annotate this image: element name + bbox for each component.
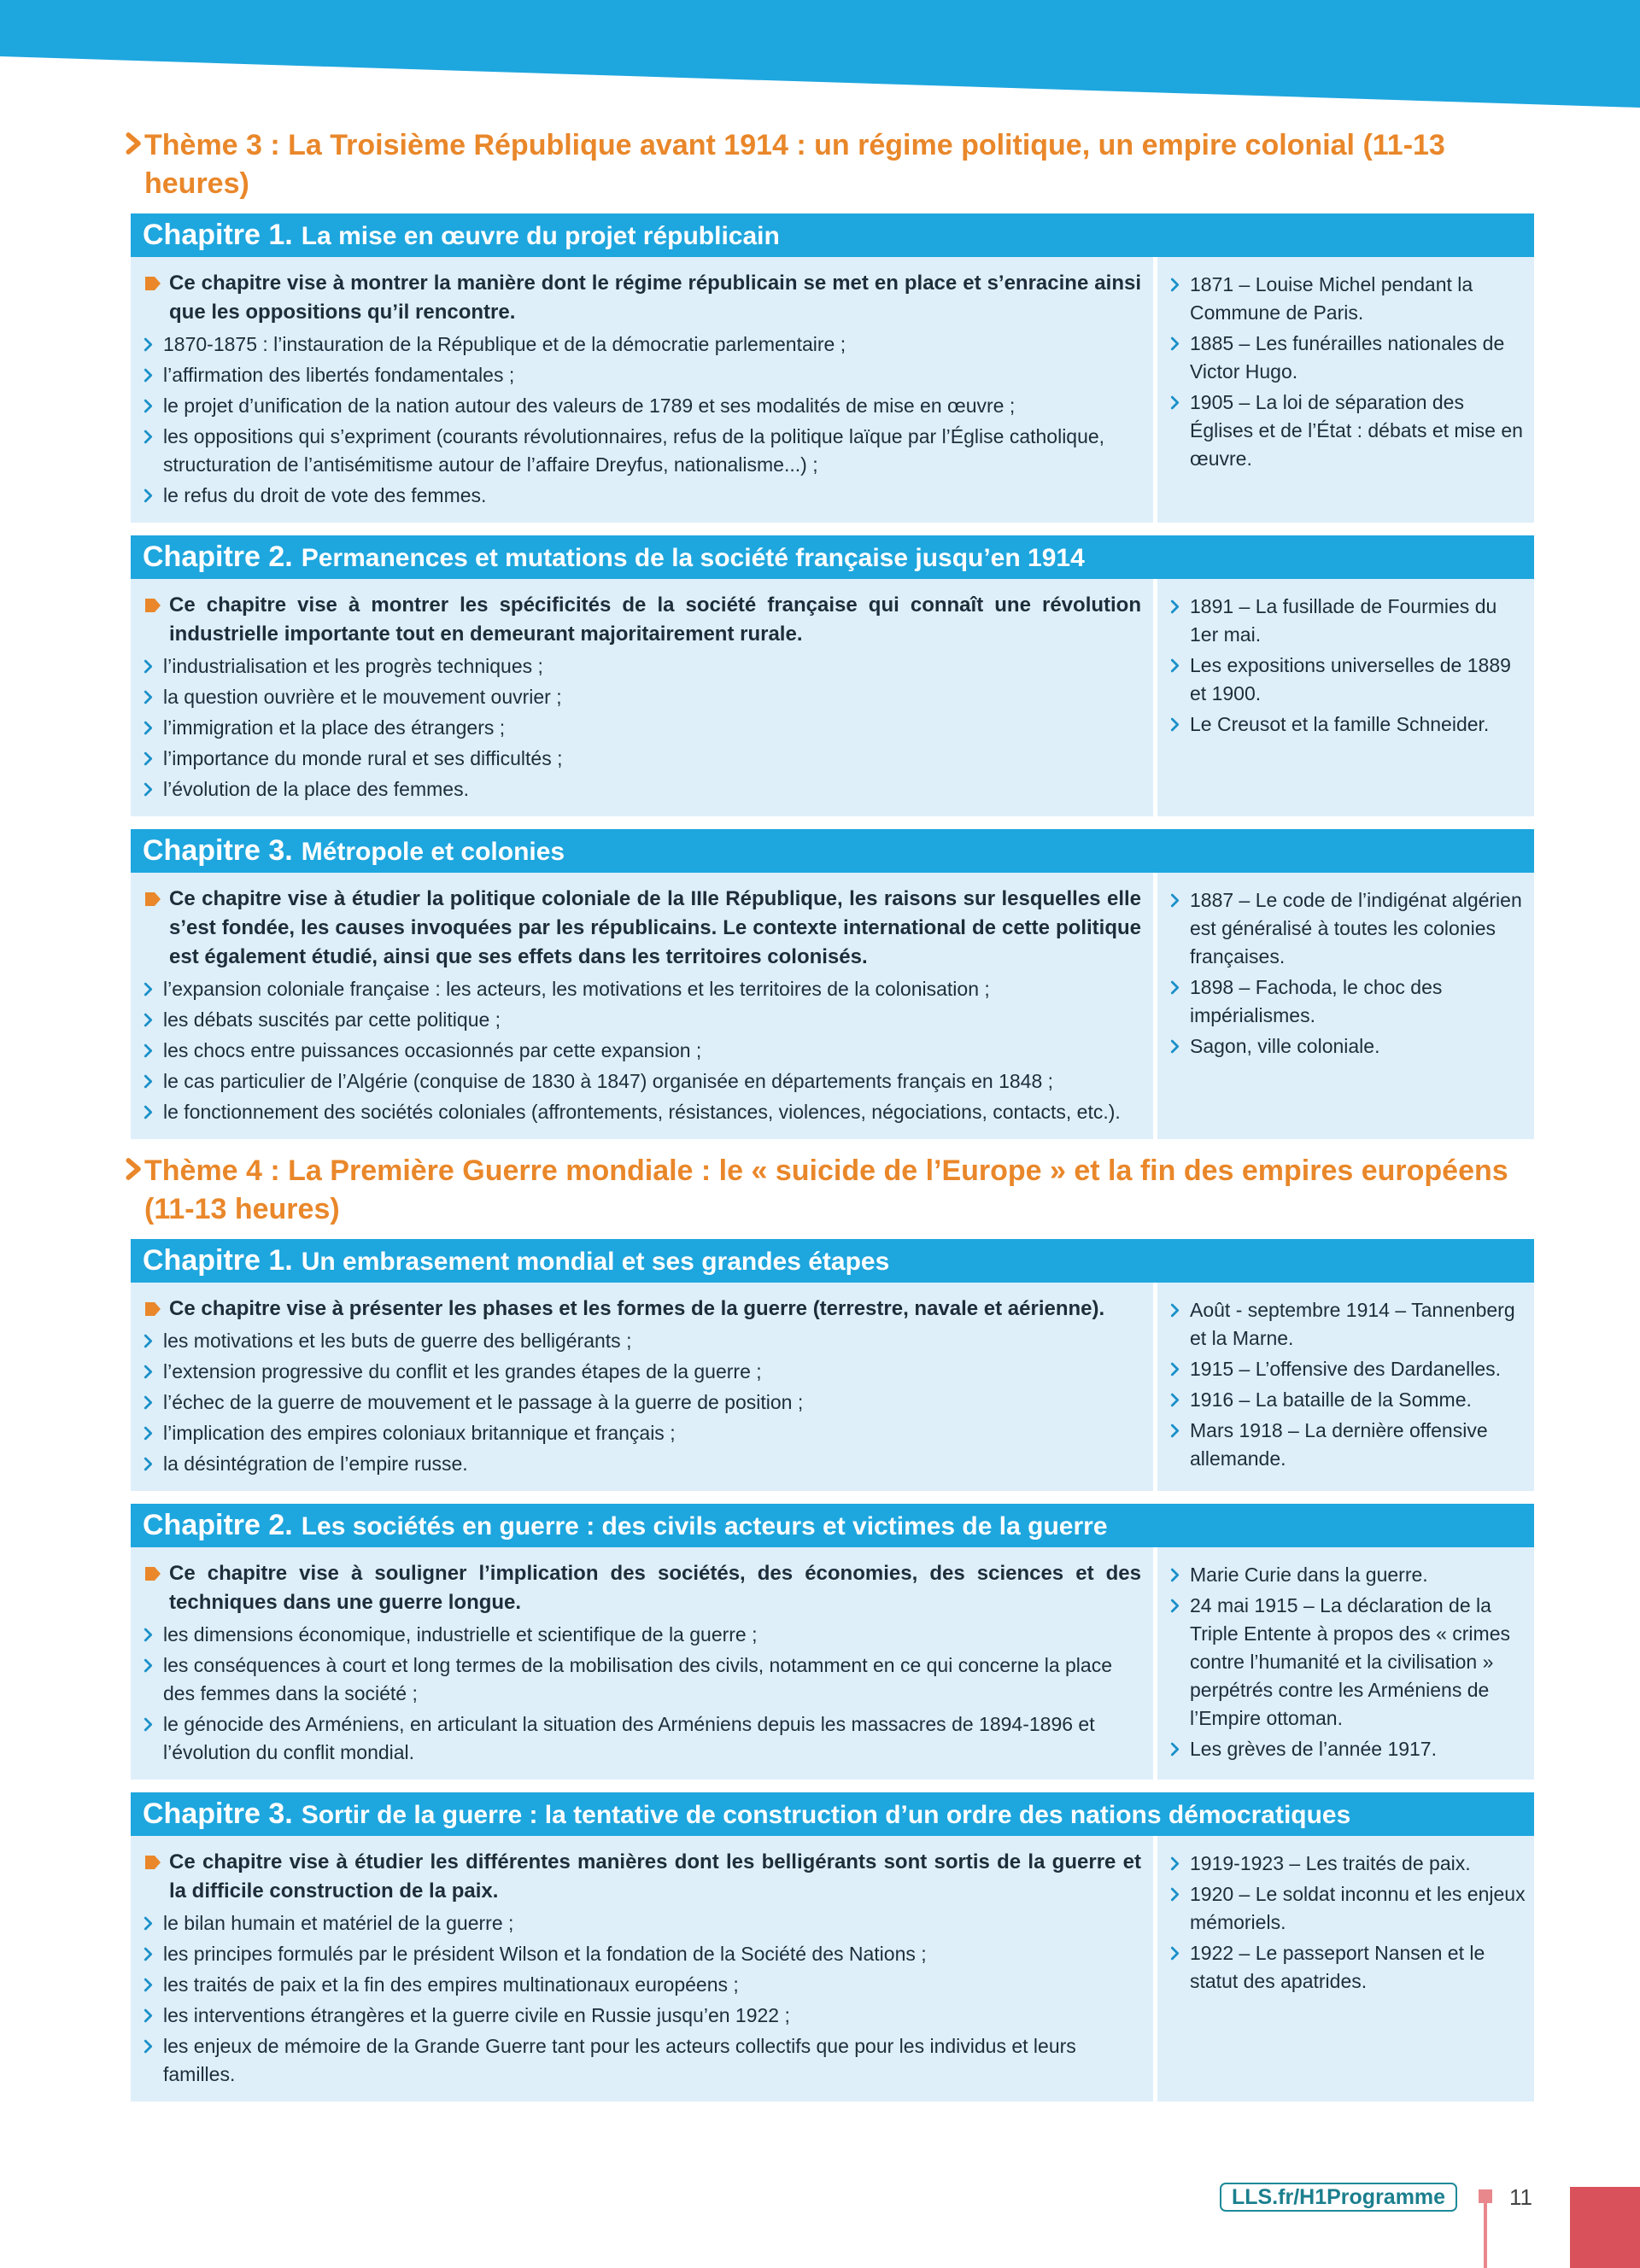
- bullet-chevron-icon: [144, 1105, 153, 1119]
- key-date-item: [1170, 1296, 1526, 1353]
- top-blue-band: [0, 0, 1640, 111]
- chapter-title: Métropole et colonies: [301, 838, 565, 866]
- chapter-intro: [144, 269, 1141, 327]
- intro-marker-icon: [145, 1566, 161, 1581]
- key-dates-list: [1170, 1296, 1526, 1473]
- chapter-intro-text: Ce chapitre vise à montrer la manière dont le régime républicain se met en place et s’enracine ainsi que les oppositions qu’il rencontre.: [169, 272, 1141, 324]
- bullet-chevron-icon: [144, 659, 153, 674]
- key-date-text: 1871 – Louise Michel pendant la Commune de Paris.: [1190, 273, 1473, 324]
- bullet-chevron-icon: [1170, 1946, 1180, 1961]
- key-date-text: Mars 1918 – La dernière offensive allemande.: [1190, 1419, 1488, 1470]
- key-date-text: 1885 – Les funérailles nationales de Victor Hugo.: [1190, 332, 1505, 383]
- chapter-title: Permanences et mutations de la société française jusqu’en 1914: [301, 544, 1085, 572]
- key-date-text: Le Creusot et la famille Schneider.: [1190, 713, 1490, 735]
- chapter-intro: [144, 591, 1141, 649]
- key-date-item: [1170, 973, 1526, 1030]
- chapter-point: [144, 2032, 1141, 2089]
- theme-heading: [131, 126, 1534, 203]
- bullet-chevron-icon: [144, 1426, 153, 1441]
- intro-marker-icon: [145, 1301, 161, 1317]
- key-date-item: [1170, 1735, 1526, 1763]
- chapter-point: [144, 1621, 1141, 1649]
- chapter-point-text: les dimensions économique, industrielle et scientifique de la guerre ;: [163, 1623, 758, 1645]
- bullet-chevron-icon: [144, 690, 153, 704]
- intro-marker-icon: [145, 598, 161, 613]
- key-date-text: Les expositions universelles de 1889 et 1900.: [1190, 654, 1511, 704]
- chapter-point-text: la désintégration de l’empire russe.: [163, 1453, 468, 1475]
- chapter-intro-text: Ce chapitre vise à montrer les spécificités de la société française qui connaît une révolution industrielle importante tout en demeurant majoritairement rurale.: [169, 593, 1141, 646]
- key-date-item: [1170, 652, 1526, 708]
- chapter-points-list: [144, 1327, 1141, 1478]
- program-content: [131, 121, 1534, 2114]
- bullet-chevron-icon: [144, 399, 153, 413]
- chapter-number: Chapitre 3.: [143, 834, 293, 867]
- bullet-chevron-icon: [1170, 336, 1180, 351]
- chapter-intro: [144, 885, 1141, 972]
- key-date-text: 1898 – Fachoda, le choc des impérialismes.: [1190, 976, 1443, 1026]
- chapter-point: [144, 361, 1141, 389]
- bullet-chevron-icon: [144, 721, 153, 735]
- chapter-point-text: les traités de paix et la fin des empires multinationaux européens ;: [163, 1973, 739, 1996]
- chapter-number: Chapitre 2.: [143, 541, 293, 573]
- bullet-chevron-icon: [1170, 1856, 1180, 1871]
- intro-marker-icon: [145, 1855, 161, 1870]
- chapter-body: [131, 873, 1534, 1139]
- chapter-point-text: les oppositions qui s’expriment (courants révolutionnaires, refus de la politique laïque par l’Église catholique, structuration de l’antisémitisme autour de l’affaire Dreyfus, nationalisme...) ;: [163, 425, 1105, 476]
- chapter-points-list: [144, 1909, 1141, 2089]
- chapter-side-column: [1157, 1836, 1534, 2101]
- chapter-intro-text: Ce chapitre vise à étudier les différentes manières dont les belligérants sont sortis de la guerre et la difficile construction de la paix.: [169, 1850, 1141, 1903]
- chapter-point-text: l’expansion coloniale française : les acteurs, les motivations et les territoires de la colonisation ;: [163, 978, 990, 1000]
- chapter-title: Les sociétés en guerre : des civils acteurs et victimes de la guerre: [301, 1512, 1108, 1540]
- bullet-chevron-icon: [144, 2039, 153, 2054]
- bullet-chevron-icon: [1170, 893, 1180, 908]
- chapter-block: [131, 1792, 1534, 2101]
- bullet-chevron-icon: [144, 1628, 153, 1642]
- bullet-chevron-icon: [1170, 395, 1180, 410]
- program-link[interactable]: LLS.fr/H1Programme: [1220, 2183, 1457, 2212]
- key-date-text: 1922 – Le passeport Nansen et le statut des apatrides.: [1190, 1942, 1485, 1992]
- chapter-point: [144, 1971, 1141, 1999]
- chapter-point-text: le refus du droit de vote des femmes.: [163, 484, 487, 506]
- key-date-text: 1916 – La bataille de la Somme.: [1190, 1388, 1472, 1411]
- bullet-chevron-icon: [144, 488, 153, 503]
- theme-title: Thème 3 : La Troisième République avant 1914 : un régime politique, un empire colonial (11-13 heures): [144, 129, 1445, 200]
- bullet-chevron-icon: [144, 982, 153, 997]
- key-date-text: 1919-1923 – Les traités de paix.: [1190, 1852, 1471, 1874]
- bullet-chevron-icon: [144, 1395, 153, 1410]
- bullet-chevron-icon: [144, 368, 153, 383]
- bullet-chevron-icon: [144, 1334, 153, 1348]
- chapter-header: [131, 535, 1534, 579]
- theme-chevron-icon: [124, 126, 144, 161]
- bullet-chevron-icon: [1170, 980, 1180, 995]
- chapter-block: [131, 1239, 1534, 1491]
- chapter-point: [144, 1940, 1141, 1968]
- key-date-item: [1170, 593, 1526, 649]
- chapter-point-text: le projet d’unification de la nation autour des valeurs de 1789 et ses modalités de mise en œuvre ;: [163, 395, 1016, 417]
- footer-divider: [1484, 2193, 1487, 2268]
- chapter-point-text: l’immigration et la place des étrangers ;: [163, 716, 506, 739]
- chapter-side-column: [1157, 257, 1534, 523]
- chapter-point-text: le génocide des Arméniens, en articulant la situation des Arméniens depuis les massacres de 1894-1896 et l’évolution du conflit mondial.: [163, 1713, 1095, 1763]
- intro-marker-icon: [145, 276, 161, 291]
- key-date-item: [1170, 271, 1526, 327]
- chapter-main-column: [131, 579, 1153, 816]
- chapter-points-list: [144, 652, 1141, 804]
- key-date-item: [1170, 1417, 1526, 1473]
- chapter-point: [144, 482, 1141, 510]
- bullet-chevron-icon: [144, 1947, 153, 1961]
- chapter-point: [144, 330, 1141, 359]
- theme-chevron-icon: [124, 1152, 144, 1186]
- key-date-text: 24 mai 1915 – La déclaration de la Triple Entente à propos des « crimes contre l’humanité et la civilisation » perpétrés contre les Arméniens de l’Empire ottoman.: [1190, 1594, 1510, 1729]
- key-date-item: [1170, 1032, 1526, 1061]
- chapter-side-column: [1157, 1547, 1534, 1780]
- chapter-number: Chapitre 3.: [143, 1797, 293, 1830]
- chapter-intro-text: Ce chapitre vise à souligner l’implication des sociétés, des économies, des sciences et des techniques dans une guerre longue.: [169, 1562, 1141, 1614]
- chapter-point: [144, 683, 1141, 711]
- chapter-body: [131, 1283, 1534, 1491]
- chapter-side-column: [1157, 1283, 1534, 1491]
- chapter-body: [131, 257, 1534, 523]
- key-date-text: Les grèves de l’année 1917.: [1190, 1738, 1437, 1760]
- chapter-number: Chapitre 1.: [143, 1244, 293, 1277]
- bullet-chevron-icon: [1170, 1039, 1180, 1054]
- key-date-text: 1915 – L’offensive des Dardanelles.: [1190, 1358, 1502, 1380]
- bullet-chevron-icon: [144, 1043, 153, 1058]
- chapter-point: [144, 775, 1141, 804]
- chapter-point: [144, 1651, 1141, 1708]
- chapter-point-text: 1870-1875 : l’instauration de la République et de la démocratie parlementaire ;: [163, 333, 846, 355]
- chapter-block: [131, 1504, 1534, 1780]
- chapter-point: [144, 1419, 1141, 1447]
- chapter-points-list: [144, 1621, 1141, 1767]
- chapter-point-text: l’échec de la guerre de mouvement et le passage à la guerre de position ;: [163, 1391, 804, 1413]
- chapter-point: [144, 1358, 1141, 1386]
- key-date-item: [1170, 1561, 1526, 1589]
- bullet-chevron-icon: [1170, 1887, 1180, 1902]
- chapter-point: [144, 1006, 1141, 1034]
- bullet-chevron-icon: [144, 751, 153, 766]
- chapter-point-text: les enjeux de mémoire de la Grande Guerre tant pour les acteurs collectifs que pour les individus et leurs familles.: [163, 2035, 1076, 2085]
- key-date-text: Marie Curie dans la guerre.: [1190, 1564, 1428, 1586]
- key-date-item: [1170, 389, 1526, 473]
- chapter-block: [131, 829, 1534, 1139]
- bullet-chevron-icon: [144, 1074, 153, 1089]
- chapter-header: [131, 1504, 1534, 1547]
- key-date-text: Août - septembre 1914 – Tannenberg et la Marne.: [1190, 1299, 1515, 1349]
- intro-marker-icon: [145, 891, 161, 907]
- chapter-intro: [144, 1848, 1141, 1906]
- key-dates-list: [1170, 271, 1526, 473]
- key-date-item: [1170, 1592, 1526, 1733]
- chapter-point: [144, 1067, 1141, 1096]
- chapter-main-column: [131, 257, 1153, 523]
- chapter-point: [144, 745, 1141, 773]
- bullet-chevron-icon: [144, 782, 153, 797]
- bullet-chevron-icon: [144, 1978, 153, 1992]
- chapter-point-text: le fonctionnement des sociétés coloniales (affrontements, résistances, violences, négociations, contacts, etc.).: [163, 1101, 1121, 1123]
- key-dates-list: [1170, 1561, 1526, 1763]
- chapter-main-column: [131, 1283, 1153, 1491]
- bullet-chevron-icon: [1170, 1303, 1180, 1318]
- chapter-main-column: [131, 1836, 1153, 2101]
- bullet-chevron-icon: [144, 430, 153, 444]
- chapter-body: [131, 579, 1534, 816]
- key-date-item: [1170, 886, 1526, 971]
- chapter-number: Chapitre 2.: [143, 1509, 293, 1541]
- chapter-main-column: [131, 1547, 1153, 1780]
- key-date-item: [1170, 330, 1526, 386]
- bullet-chevron-icon: [144, 1658, 153, 1673]
- bullet-chevron-icon: [144, 1457, 153, 1471]
- chapter-point: [144, 1388, 1141, 1417]
- bullet-chevron-icon: [144, 2008, 153, 2023]
- bullet-chevron-icon: [144, 1365, 153, 1379]
- key-date-item: [1170, 1355, 1526, 1383]
- chapter-body: [131, 1836, 1534, 2101]
- bullet-chevron-icon: [1170, 1742, 1180, 1757]
- chapter-point: [144, 714, 1141, 742]
- chapter-point-text: la question ouvrière et le mouvement ouvrier ;: [163, 686, 562, 708]
- bullet-chevron-icon: [1170, 1423, 1180, 1438]
- chapter-points-list: [144, 975, 1141, 1126]
- chapter-point-text: les interventions étrangères et la guerre civile en Russie jusqu’en 1922 ;: [163, 2004, 790, 2026]
- theme-heading: [131, 1152, 1534, 1229]
- chapter-block: [131, 213, 1534, 523]
- chapter-point-text: les conséquences à court et long termes de la mobilisation des civils, notamment en ce qui concerne la place des femmes dans la société ;: [163, 1654, 1112, 1704]
- bullet-chevron-icon: [1170, 1362, 1180, 1377]
- chapter-point: [144, 1327, 1141, 1355]
- key-dates-list: [1170, 886, 1526, 1061]
- footer-square-marker: [1479, 2189, 1492, 2203]
- chapter-point: [144, 1037, 1141, 1065]
- chapter-point-text: l’extension progressive du conflit et les grandes étapes de la guerre ;: [163, 1360, 762, 1382]
- key-date-item: [1170, 1850, 1526, 1878]
- chapter-header: [131, 1239, 1534, 1283]
- chapter-point: [144, 392, 1141, 420]
- chapter-point-text: le bilan humain et matériel de la guerre ;: [163, 1912, 514, 1934]
- chapter-intro-text: Ce chapitre vise à étudier la politique coloniale de la IIIe République, les raisons sur lesquelles elle s’est fondée, les causes invoquées par les républicains. Le contexte international de cette politique est également étudié, ainsi que ses effets dans les territoires colonisés.: [169, 887, 1141, 968]
- chapter-point: [144, 1710, 1141, 1767]
- key-date-item: [1170, 1386, 1526, 1414]
- bullet-chevron-icon: [1170, 1599, 1180, 1613]
- chapter-point: [144, 1450, 1141, 1478]
- key-date-text: 1905 – La loi de séparation des Églises et de l’État : débats et mise en œuvre.: [1190, 391, 1523, 470]
- chapter-header: [131, 829, 1534, 873]
- chapter-point-text: le cas particulier de l’Algérie (conquise de 1830 à 1847) organisée en départements français en 1848 ;: [163, 1070, 1054, 1092]
- key-dates-list: [1170, 1850, 1526, 1996]
- chapter-point-text: les débats suscités par cette politique ;: [163, 1008, 501, 1031]
- bullet-chevron-icon: [1170, 1393, 1180, 1407]
- bullet-chevron-icon: [144, 1013, 153, 1027]
- chapter-header: [131, 1792, 1534, 1836]
- page-number: 11: [1509, 2184, 1532, 2210]
- chapter-point-text: les principes formulés par le président Wilson et la fondation de la Société des Nations ;: [163, 1943, 927, 1965]
- key-date-text: 1891 – La fusillade de Fourmies du 1er mai.: [1190, 595, 1497, 646]
- key-date-text: 1920 – Le soldat inconnu et les enjeux mémoriels.: [1190, 1883, 1526, 1933]
- chapter-points-list: [144, 330, 1141, 510]
- key-date-item: [1170, 1880, 1526, 1937]
- chapter-intro: [144, 1295, 1141, 1324]
- chapter-point: [144, 2002, 1141, 2030]
- theme-title: Thème 4 : La Première Guerre mondiale : le « suicide de l’Europe » et la fin des empires européens (11-13 heures): [144, 1154, 1508, 1225]
- corner-color-block: [1570, 2187, 1640, 2268]
- chapter-block: [131, 535, 1534, 816]
- bullet-chevron-icon: [144, 1916, 153, 1931]
- chapter-point-text: l’importance du monde rural et ses difficultés ;: [163, 747, 563, 769]
- key-date-text: 1887 – Le code de l’indigénat algérien est généralisé à toutes les colonies françaises.: [1190, 889, 1522, 967]
- chapter-title: La mise en œuvre du projet républicain: [301, 222, 780, 250]
- chapter-point-text: les motivations et les buts de guerre des belligérants ;: [163, 1330, 632, 1352]
- chapter-intro-text: Ce chapitre vise à présenter les phases et les formes de la guerre (terrestre, navale et aérienne).: [169, 1297, 1105, 1320]
- chapter-point: [144, 1098, 1141, 1126]
- key-date-text: Sagon, ville coloniale.: [1190, 1035, 1380, 1057]
- chapter-side-column: [1157, 873, 1534, 1139]
- chapter-title: Sortir de la guerre : la tentative de construction d’un ordre des nations démocratiques: [301, 1801, 1351, 1829]
- chapter-side-column: [1157, 579, 1534, 816]
- chapter-main-column: [131, 873, 1153, 1139]
- chapter-point-text: l’industrialisation et les progrès techniques ;: [163, 655, 543, 677]
- chapter-number: Chapitre 1.: [143, 219, 293, 251]
- chapter-point: [144, 652, 1141, 681]
- bullet-chevron-icon: [1170, 658, 1180, 673]
- bullet-chevron-icon: [144, 1717, 153, 1732]
- bullet-chevron-icon: [1170, 278, 1180, 292]
- bullet-chevron-icon: [1170, 717, 1180, 732]
- key-date-item: [1170, 710, 1526, 739]
- chapter-point-text: l’évolution de la place des femmes.: [163, 778, 469, 800]
- bullet-chevron-icon: [1170, 599, 1180, 614]
- bullet-chevron-icon: [1170, 1568, 1180, 1582]
- chapter-point: [144, 975, 1141, 1003]
- chapter-point: [144, 1909, 1141, 1938]
- key-dates-list: [1170, 593, 1526, 739]
- chapter-body: [131, 1547, 1534, 1780]
- bullet-chevron-icon: [144, 337, 153, 352]
- chapter-title: Un embrasement mondial et ses grandes étapes: [301, 1248, 890, 1276]
- chapter-header: [131, 213, 1534, 257]
- chapter-point-text: l’affirmation des libertés fondamentales ;: [163, 364, 515, 386]
- chapter-point: [144, 423, 1141, 479]
- chapter-point-text: l’implication des empires coloniaux britannique et français ;: [163, 1422, 676, 1444]
- chapter-intro: [144, 1559, 1141, 1617]
- chapter-point-text: les chocs entre puissances occasionnés par cette expansion ;: [163, 1039, 702, 1061]
- key-date-item: [1170, 1939, 1526, 1996]
